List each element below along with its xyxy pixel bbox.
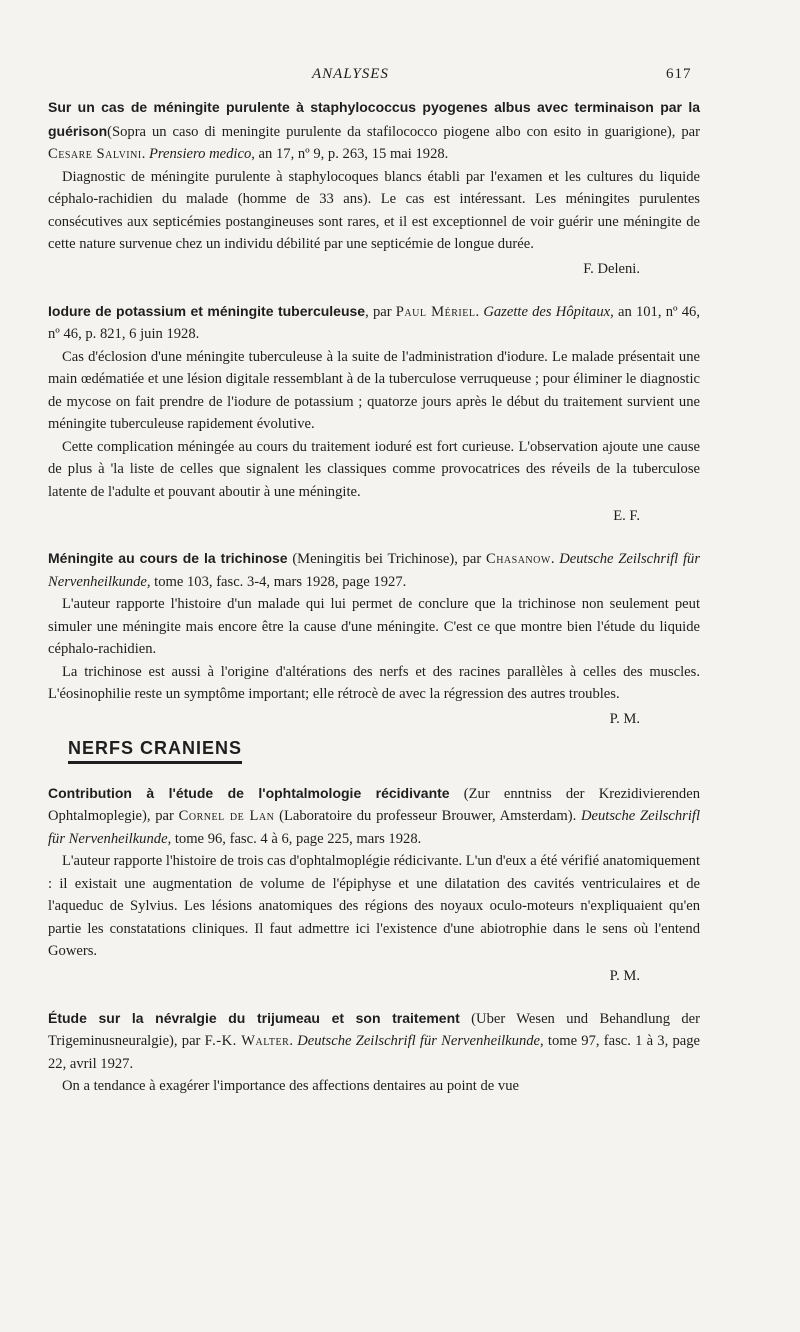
article-ref-text: (Zur enntniss der Krezidivierenden Ophtalmoplegie), par <box>48 785 700 824</box>
article-reference: Sur un cas de méningite purulente à staphylococcus pyogenes albus avec terminaison par la guérison(Sopra un caso di meningite purulente da stafilococco piogene albo con esito in guarigione), par Cesare Salvini. Prensiero medico, an 17, nº 9, p. 263, 15 mai 1928. <box>48 99 700 162</box>
article-ref-tail: , tome 97, fasc. 1 à 3, page 22, avril 1927. <box>48 1033 700 1072</box>
article-abstract: On a tendance à exagérer l'importance des affections dentaires au point de vue <box>62 1078 519 1094</box>
article-title: Étude sur la névralgie du trijumeau et son traitement <box>48 1009 460 1026</box>
article-journal: Prensiero medico <box>148 146 252 162</box>
article-signature: P. M. <box>609 967 640 984</box>
article-journal: Gazette des Hôpitaux <box>483 303 611 320</box>
page-body <box>48 96 700 1098</box>
article-ref-text: (Uber Wesen und Behandlung der Trigeminusneuralgie), par <box>48 1010 700 1049</box>
article-ref-tail: , tome 96, fasc. 4 à 6, page 225, mars 1928. <box>167 830 422 847</box>
article-abstract: Cas d'éclosion d'une méningite tuberculeuse à la suite de l'administration d'iodure. Le malade présentait une main œdématiée et une lésion digitale ressemblant à de la tuberculose verruqueuse ; pour éliminer le diagnostic de mycose on fait prendre de l'iodure de potassium ; quatorze jours après le début du traitement survient une méningite tuberculeuse rapidement évolutive. <box>48 348 700 432</box>
review-article <box>48 300 700 528</box>
section-heading: NERFS CRANIENS <box>68 738 242 764</box>
article-reference: Méningite au cours de la trichinose (Meningitis bei Trichinose), par Chasanow. Deutsche Zeilschrifl für Nervenheilkunde, tome 103, fasc. 3-4, mars 1928, page 1927. <box>48 550 700 590</box>
article-abstract: Cette complication méningée au cours du traitement ioduré est fort curieuse. L'observation ajoute une cause de plus à 'la liste de celles que signalent les classiques comme provocatrices des réveils de la tuberculose latente de l'adulte et pouvant aboutir à une méningite. <box>48 438 700 500</box>
article-abstract: La trichinose est aussi à l'origine d'altérations des nerfs et des racines parallèles à celles des muscles. L'éosinophilie reste un symptôme important; elle rétrocè de avec la régression des autres troubles. <box>48 663 700 702</box>
article-journal: Deutsche Zeilschrifl für Nervenheilkunde <box>297 1033 541 1049</box>
review-article <box>48 1007 700 1098</box>
article-signature: P. M. <box>609 710 640 727</box>
article-ref-tail: , an 17, nº 9, p. 263, 15 mai 1928. <box>251 146 449 162</box>
review-article <box>48 547 700 730</box>
article-title: Méningite au cours de la trichinose <box>48 550 288 566</box>
article-author: Chasanow <box>485 551 551 567</box>
article-journal: Deutsche Zeilschrifl für Nervenheilkunde <box>48 808 700 847</box>
article-title: Iodure de potassium et méningite tuberculeuse <box>48 302 366 319</box>
review-article <box>48 96 700 280</box>
article-ref-text: (Sopra un caso di meningite purulente da stafilococco piogene albo con esito in guarigione), par <box>107 123 700 140</box>
article-signature: E. F. <box>613 508 640 524</box>
article-journal: Deutsche Zeilschrifl für Nervenheilkunde <box>48 551 700 590</box>
article-ref-tail: , an 101, nº 46, nº 46, p. 821, 6 juin 1928. <box>48 303 700 342</box>
article-affiliation: (Laboratoire du professeur Brouwer, Amsterdam). <box>274 808 581 824</box>
review-article <box>48 782 700 987</box>
article-ref-text: (Meningitis bei Trichinose), par <box>287 551 486 567</box>
article-title: Contribution à l'étude de l'ophtalmologie récidivante <box>48 784 450 801</box>
running-title: ANALYSES <box>312 66 389 82</box>
article-author: Cesare Salvini <box>48 146 142 162</box>
article-author: Paul Mériel <box>395 303 476 320</box>
article-reference: Iodure de potassium et méningite tuberculeuse, par Paul Mériel. Gazette des Hôpitaux, an 101, nº 46, nº 46, p. 821, 6 juin 1928. <box>48 302 700 342</box>
article-signature: F. Deleni. <box>583 260 640 277</box>
article-abstract: Diagnostic de méningite purulente à staphylocoques blancs établi par l'examen et les cultures du liquide céphalo-rachidien du malade (homme de 33 ans). Le cas est intéressant. Les méningites purulentes consécutives aux septicémies postangineuses sont rares, et il est exceptionnel de voir guérir une méningite de cette nature survenue chez un individu débilité par une septicémie de longue durée. <box>48 168 700 252</box>
article-abstract: L'auteur rapporte l'histoire de trois cas d'ophtalmoplégie rédicivante. L'un d'eux a été vérifié anatomiquement : il existait une augmentation de volume de l'épiphyse et une dilatation des cavités ventriculaires et de l'aqueduc de Sylvius. Les lésions anatomiques des régions des noyaux oculo-moteurs n'expliquaient qu'en partie les constatations cliniques. Il faut admettre ici l'existence d'une abiotrophie dans le sens où l'entend Gowers. <box>48 853 701 959</box>
article-author: F.-K. Walter <box>204 1033 290 1049</box>
article-reference <box>48 782 700 851</box>
article-title: Sur un cas de méningite purulente à staphylococcus pyogenes albus avec terminaison par la guérison <box>48 99 700 139</box>
article-abstract: L'auteur rapporte l'histoire d'un malade qui lui permet de conclure que la trichinose non seulement peut simuler une méningite mais encore être la cause d'une méningite. C'est ce que montre bien l'étude du liquide céphalo-rachidien. <box>48 596 700 657</box>
article-ref-tail: , tome 103, fasc. 3-4, mars 1928, page 1927. <box>146 573 407 590</box>
running-header <box>0 66 800 88</box>
article-reference: Étude sur la névralgie du trijumeau et son traitement (Uber Wesen und Behandlung der Trigeminusneuralgie), par F.-K. Walter. Deutsche Zeilschrifl für Nervenheilkunde, tome 97, fasc. 1 à 3, page 22, avril 1927. <box>48 1009 700 1072</box>
article-ref-text: , par <box>365 303 396 320</box>
article-author: Cornel de Lan <box>178 808 275 824</box>
page-number: 617 <box>666 66 692 82</box>
